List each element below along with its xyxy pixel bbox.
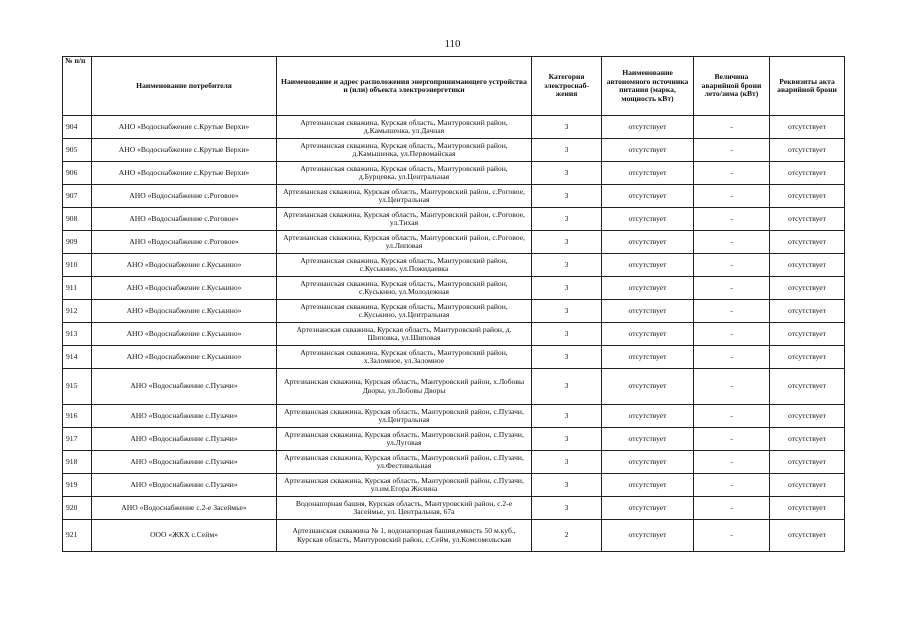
- row-source: отсутствует: [602, 208, 694, 231]
- row-category: 3: [532, 497, 602, 520]
- row-source: отсутствует: [602, 254, 694, 277]
- row-act: отсутствует: [770, 185, 845, 208]
- row-category: 2: [532, 520, 602, 552]
- header-category: Категория электроснаб-жения: [532, 57, 602, 116]
- header-act: Реквизиты акта аварийной брони: [770, 57, 845, 116]
- row-reserve: -: [694, 116, 770, 139]
- header-source: Наименование автономного источника питания (марка, мощность кВт): [602, 57, 694, 116]
- row-reserve: -: [694, 185, 770, 208]
- row-reserve: -: [694, 277, 770, 300]
- row-address: Артезианская скважина, Курская область, Мантуровский район, с.Роговое, ул.Центральная: [277, 185, 532, 208]
- row-category: 3: [532, 323, 602, 346]
- row-consumer: АНО «Водоснабжение с.Роговое»: [92, 185, 277, 208]
- row-number: 911: [63, 277, 92, 300]
- row-reserve: -: [694, 231, 770, 254]
- table-row: [63, 162, 845, 185]
- table-row: [63, 300, 845, 323]
- row-address: Артезианская скважина, Курская область, Мантуровский район, с.Куськино, ул.Пожидаевка: [277, 254, 532, 277]
- row-act: отсутствует: [770, 231, 845, 254]
- row-number: 907: [63, 185, 92, 208]
- table-row: [63, 405, 845, 428]
- table-header-row: [63, 57, 845, 116]
- header-address: Наименование и адрес расположения энергопринимающего устройства и (или) объекта электроэнергетики: [277, 57, 532, 116]
- table-row: [63, 116, 845, 139]
- row-number: 921: [63, 520, 92, 552]
- row-reserve: -: [694, 405, 770, 428]
- table-row: [63, 139, 845, 162]
- row-consumer: АНО «Водоснабжение с.Куськино»: [92, 300, 277, 323]
- row-act: отсутствует: [770, 520, 845, 552]
- row-number: 913: [63, 323, 92, 346]
- row-act: отсутствует: [770, 300, 845, 323]
- row-reserve: -: [694, 162, 770, 185]
- row-source: отсутствует: [602, 277, 694, 300]
- row-category: 3: [532, 208, 602, 231]
- row-source: отсутствует: [602, 300, 694, 323]
- table-row: [63, 254, 845, 277]
- row-consumer: АНО «Водоснабжение с.Куськино»: [92, 277, 277, 300]
- row-number: 914: [63, 346, 92, 369]
- table-row: [63, 277, 845, 300]
- row-reserve: -: [694, 497, 770, 520]
- row-consumer: АНО «Водоснабжение с.2-е Засеймье»: [92, 497, 277, 520]
- row-number: 917: [63, 428, 92, 451]
- row-category: 3: [532, 346, 602, 369]
- table-row: [63, 520, 845, 552]
- table-row: [63, 231, 845, 254]
- row-address: Артезианская скважина, Курская область, Мантуровский район, х.Заломное, ул.Заломное: [277, 346, 532, 369]
- row-category: 3: [532, 474, 602, 497]
- row-address: Артезианская скважина, Курская область, Мантуровский район, д.Камышенка, ул.Первомайская: [277, 139, 532, 162]
- row-consumer: ООО «ЖКХ с.Сейм»: [92, 520, 277, 552]
- row-address: Водонапорная башня, Курская область, Мантуровский район, с.2-е Засеймье, ул. Центральная, 67а: [277, 497, 532, 520]
- row-act: отсутствует: [770, 369, 845, 405]
- row-source: отсутствует: [602, 231, 694, 254]
- row-reserve: -: [694, 323, 770, 346]
- table-row: [63, 369, 845, 405]
- row-act: отсутствует: [770, 116, 845, 139]
- header-number: № п/п: [63, 57, 92, 116]
- table-row: [63, 185, 845, 208]
- row-number: 909: [63, 231, 92, 254]
- row-number: 920: [63, 497, 92, 520]
- header-consumer: Наименование потребителя: [92, 57, 277, 116]
- table-row: [63, 323, 845, 346]
- row-source: отсутствует: [602, 323, 694, 346]
- row-consumer: АНО «Водоснабжение с.Куськино»: [92, 254, 277, 277]
- row-act: отсутствует: [770, 405, 845, 428]
- row-source: отсутствует: [602, 497, 694, 520]
- row-source: отсутствует: [602, 405, 694, 428]
- row-number: 904: [63, 116, 92, 139]
- registry-table: [62, 56, 845, 552]
- row-consumer: АНО «Водоснабжение с.Роговое»: [92, 208, 277, 231]
- row-consumer: АНО «Водоснабжение с.Роговое»: [92, 231, 277, 254]
- row-number: 910: [63, 254, 92, 277]
- row-reserve: -: [694, 300, 770, 323]
- row-source: отсутствует: [602, 185, 694, 208]
- row-act: отсутствует: [770, 474, 845, 497]
- row-address: Артезианская скважина, Курская область, Мантуровский район, с.Роговое, ул.Тихая: [277, 208, 532, 231]
- row-number: 906: [63, 162, 92, 185]
- row-category: 3: [532, 231, 602, 254]
- row-consumer: АНО «Водоснабжение с.Пузачи»: [92, 369, 277, 405]
- row-consumer: АНО «Водоснабжение с.Пузачи»: [92, 405, 277, 428]
- row-reserve: -: [694, 451, 770, 474]
- row-category: 3: [532, 162, 602, 185]
- row-source: отсутствует: [602, 369, 694, 405]
- row-act: отсутствует: [770, 497, 845, 520]
- table-row: [63, 451, 845, 474]
- row-address: Артезианская скважина, Курская область, Мантуровский район, д.Бурцевка, ул.Центральная: [277, 162, 532, 185]
- row-act: отсутствует: [770, 346, 845, 369]
- row-reserve: -: [694, 369, 770, 405]
- row-source: отсутствует: [602, 428, 694, 451]
- row-category: 3: [532, 428, 602, 451]
- row-number: 905: [63, 139, 92, 162]
- row-act: отсутствует: [770, 451, 845, 474]
- page-number: 110: [444, 38, 461, 50]
- row-consumer: АНО «Водоснабжение с.Пузачи»: [92, 474, 277, 497]
- row-category: 3: [532, 116, 602, 139]
- row-category: 3: [532, 300, 602, 323]
- row-consumer: АНО «Водоснабжение с.Пузачи»: [92, 428, 277, 451]
- row-consumer: АНО «Водоснабжение с.Крутые Верхи»: [92, 116, 277, 139]
- row-category: 3: [532, 254, 602, 277]
- row-address: Артезианская скважина № 1, водонапорная башня,емкость 50 м.куб., Курская область, Мантуровский район, с.Сейм, ул.Комсомольская: [277, 520, 532, 552]
- row-reserve: -: [694, 346, 770, 369]
- row-address: Артезианская скважина, Курская область, Мантуровский район, с.Куськино, ул.Центральная: [277, 300, 532, 323]
- row-act: отсутствует: [770, 277, 845, 300]
- table-row: [63, 474, 845, 497]
- row-source: отсутствует: [602, 520, 694, 552]
- row-source: отсутствует: [602, 346, 694, 369]
- table-row: [63, 208, 845, 231]
- row-source: отсутствует: [602, 116, 694, 139]
- row-reserve: -: [694, 520, 770, 552]
- row-source: отсутствует: [602, 474, 694, 497]
- row-act: отсутствует: [770, 208, 845, 231]
- row-number: 918: [63, 451, 92, 474]
- row-category: 3: [532, 369, 602, 405]
- table-row: [63, 346, 845, 369]
- row-category: 3: [532, 451, 602, 474]
- row-act: отсутствует: [770, 139, 845, 162]
- row-reserve: -: [694, 254, 770, 277]
- row-consumer: АНО «Водоснабжение с.Крутые Верхи»: [92, 162, 277, 185]
- row-number: 915: [63, 369, 92, 405]
- row-address: Артезианская скважина, Курская область, Мантуровский район, с.Пузачи, ул.им.Егора Жилина: [277, 474, 532, 497]
- row-reserve: -: [694, 208, 770, 231]
- row-consumer: АНО «Водоснабжение с.Пузачи»: [92, 451, 277, 474]
- row-source: отсутствует: [602, 162, 694, 185]
- header-reserve: Величина аварийной брони лето/зима (кВт): [694, 57, 770, 116]
- row-address: Артезианская скважина, Курская область, Мантуровский район, с.Пузачи, ул.Центральная: [277, 405, 532, 428]
- row-act: отсутствует: [770, 428, 845, 451]
- row-number: 908: [63, 208, 92, 231]
- row-reserve: -: [694, 139, 770, 162]
- row-address: Артезианская скважина, Курская область, Мантуровский район, с.Роговое, ул.Липовая: [277, 231, 532, 254]
- row-reserve: -: [694, 428, 770, 451]
- row-consumer: АНО «Водоснабжение с.Крутые Верхи»: [92, 139, 277, 162]
- row-category: 3: [532, 277, 602, 300]
- row-number: 916: [63, 405, 92, 428]
- row-source: отсутствует: [602, 139, 694, 162]
- row-number: 912: [63, 300, 92, 323]
- row-address: Артезианская скважина, Курская область, Мантуровский район, с.Пузачи, ул.Луговая: [277, 428, 532, 451]
- table-row: [63, 497, 845, 520]
- row-act: отсутствует: [770, 254, 845, 277]
- row-category: 3: [532, 405, 602, 428]
- row-address: Артезианская скважина, Курская область, Мантуровский район, с.Пузачи, ул.Фестивальная: [277, 451, 532, 474]
- row-address: Артезианская скважина, Курская область, Мантуровский район, с.Куськино, ул.Молодежная: [277, 277, 532, 300]
- row-source: отсутствует: [602, 451, 694, 474]
- row-consumer: АНО «Водоснабжение с.Куськино»: [92, 323, 277, 346]
- row-reserve: -: [694, 474, 770, 497]
- table-row: [63, 428, 845, 451]
- row-act: отсутствует: [770, 323, 845, 346]
- row-number: 919: [63, 474, 92, 497]
- row-address: Артезианская скважина, Курская область, Мантуровский район, д.Камышенка, ул.Дачная: [277, 116, 532, 139]
- row-act: отсутствует: [770, 162, 845, 185]
- row-consumer: АНО «Водоснабжение с.Куськино»: [92, 346, 277, 369]
- row-address: Артезианская скважина, Курская область, Мантуровский район, х.Лобовы Дворы, ул.Лобовы Дворы: [277, 369, 532, 405]
- row-address: Артезианская скважина, Курская область, Мантуровский район, д. Шиповка, ул.Шиповая: [277, 323, 532, 346]
- row-category: 3: [532, 185, 602, 208]
- row-category: 3: [532, 139, 602, 162]
